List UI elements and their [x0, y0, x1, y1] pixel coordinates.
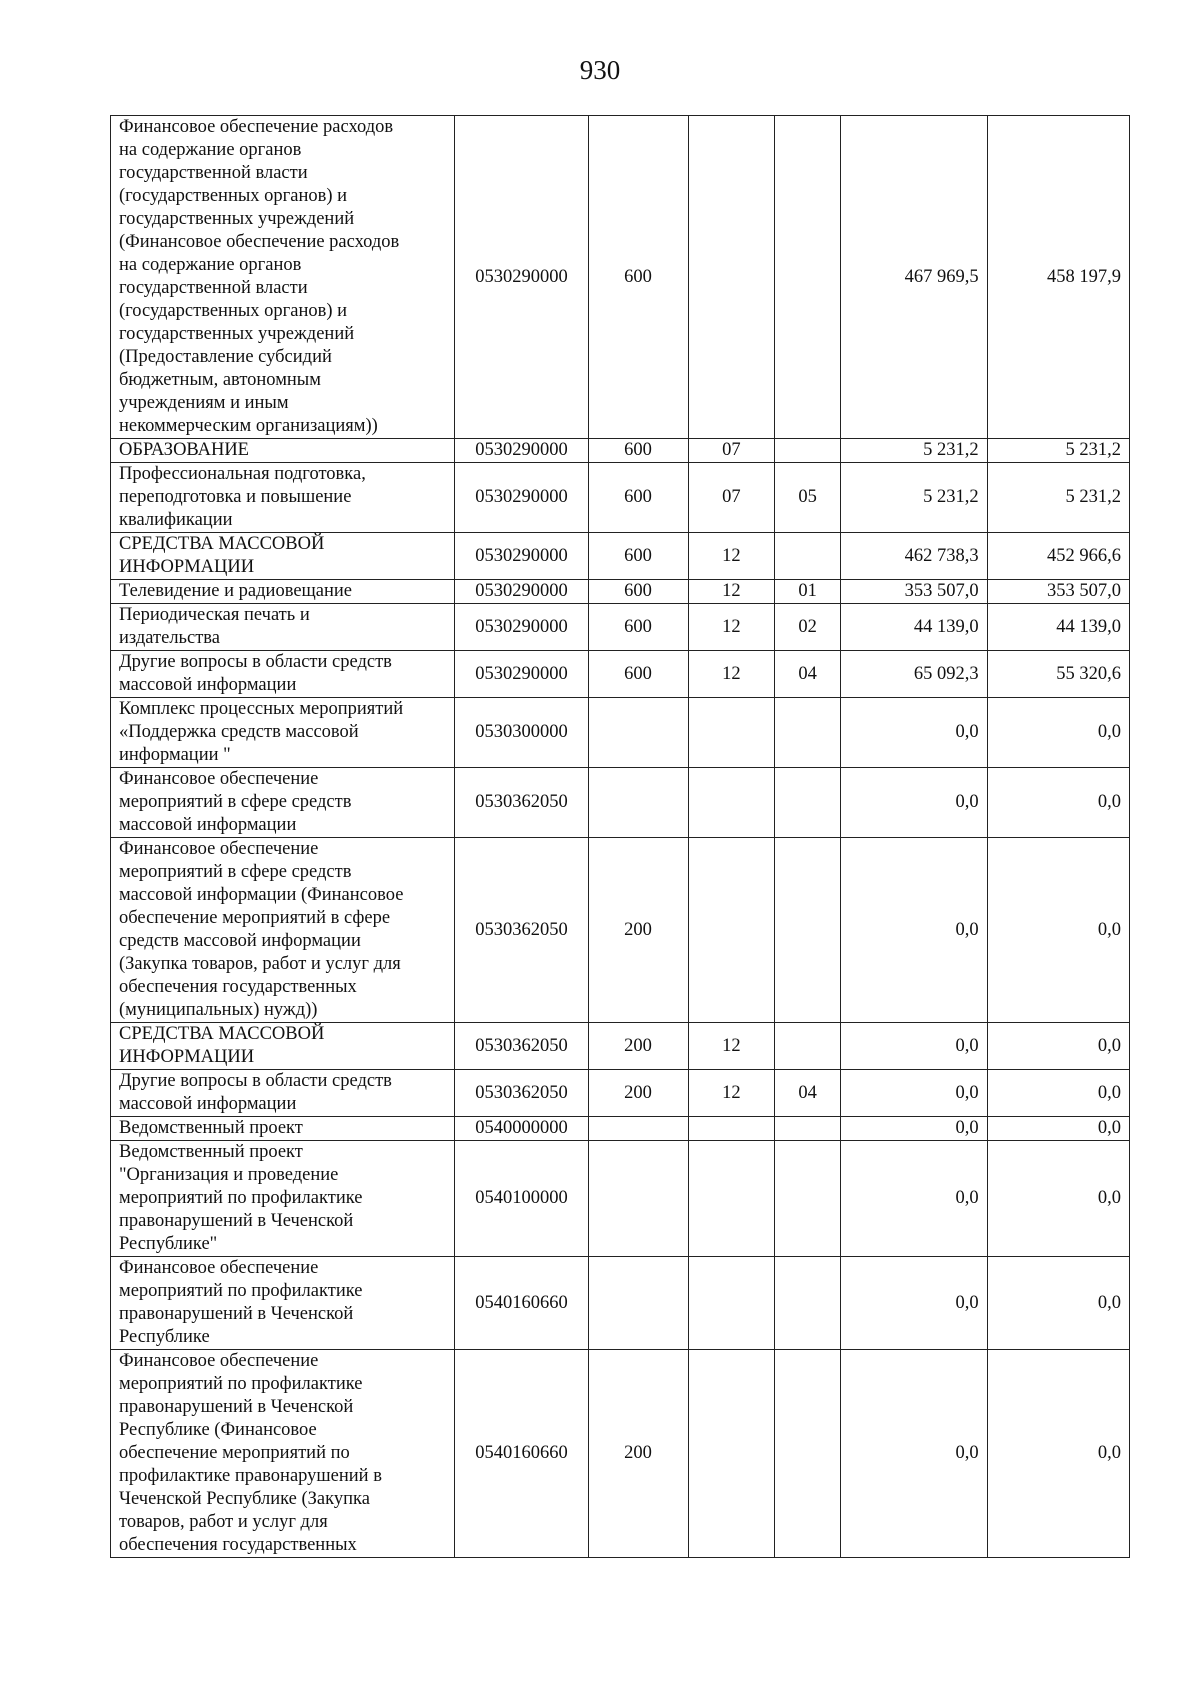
cell-amount-2: 55 320,6	[987, 651, 1129, 698]
cell-section	[688, 698, 775, 768]
cell-subsection: 04	[775, 651, 841, 698]
cell-name: Другие вопросы в области средств массовой информации	[111, 651, 455, 698]
cell-name: Финансовое обеспечение мероприятий по профилактике правонарушений в Чеченской Республике	[111, 1257, 455, 1350]
cell-target-code: 0530362050	[455, 768, 588, 838]
cell-subsection: 01	[775, 580, 841, 604]
cell-amount-1: 0,0	[841, 1070, 987, 1117]
cell-amount-2: 44 139,0	[987, 604, 1129, 651]
cell-name: СРЕДСТВА МАССОВОЙ ИНФОРМАЦИИ	[111, 1023, 455, 1070]
cell-section: 12	[688, 1023, 775, 1070]
cell-amount-1: 0,0	[841, 1141, 987, 1257]
cell-name: Телевидение и радиовещание	[111, 580, 455, 604]
cell-amount-2: 0,0	[987, 698, 1129, 768]
cell-section	[688, 1257, 775, 1350]
table-body	[111, 116, 1130, 1558]
cell-name: Финансовое обеспечение расходов на содержание органов государственной власти (государственных органов) и государственных учреждений (Финансовое обеспечение расходов на содержание органов государственной власти (государственных органов) и государственных учреждений (Предоставление субсидий бюджетным, автономным учреждениям и иным некоммерческим организациям))	[111, 116, 455, 439]
cell-expense-type	[588, 698, 688, 768]
cell-target-code: 0530362050	[455, 1070, 588, 1117]
cell-amount-1: 0,0	[841, 768, 987, 838]
table-row	[111, 1257, 1130, 1350]
table-row	[111, 1350, 1130, 1558]
cell-target-code: 0530290000	[455, 116, 588, 439]
cell-target-code: 0530290000	[455, 604, 588, 651]
cell-name: Другие вопросы в области средств массовой информации	[111, 1070, 455, 1117]
cell-amount-1: 0,0	[841, 1350, 987, 1558]
cell-amount-1: 0,0	[841, 698, 987, 768]
table-row	[111, 116, 1130, 439]
cell-expense-type: 200	[588, 1023, 688, 1070]
cell-target-code: 0540160660	[455, 1350, 588, 1558]
table-row	[111, 698, 1130, 768]
cell-amount-2: 458 197,9	[987, 116, 1129, 439]
cell-expense-type: 200	[588, 1070, 688, 1117]
cell-expense-type	[588, 768, 688, 838]
cell-target-code: 0530290000	[455, 463, 588, 533]
cell-amount-2: 353 507,0	[987, 580, 1129, 604]
table-row	[111, 1141, 1130, 1257]
cell-section	[688, 838, 775, 1023]
cell-amount-2: 0,0	[987, 1117, 1129, 1141]
cell-subsection: 05	[775, 463, 841, 533]
cell-amount-2: 0,0	[987, 1141, 1129, 1257]
cell-section: 12	[688, 533, 775, 580]
cell-expense-type: 600	[588, 439, 688, 463]
table-row	[111, 1117, 1130, 1141]
cell-amount-2: 0,0	[987, 1257, 1129, 1350]
cell-target-code: 0530362050	[455, 1023, 588, 1070]
cell-name: Финансовое обеспечение мероприятий в сфере средств массовой информации (Финансовое обеспечение мероприятий в сфере средств массовой информации (Закупка товаров, работ и услуг для обеспечения государственных (муниципальных) нужд))	[111, 838, 455, 1023]
table-row	[111, 580, 1130, 604]
cell-expense-type: 200	[588, 838, 688, 1023]
cell-section: 12	[688, 651, 775, 698]
cell-name: Комплекс процессных мероприятий «Поддержка средств массовой информации "	[111, 698, 455, 768]
cell-name: Профессиональная подготовка, переподготовка и повышение квалификации	[111, 463, 455, 533]
cell-target-code: 0540100000	[455, 1141, 588, 1257]
cell-expense-type: 600	[588, 533, 688, 580]
cell-amount-2: 0,0	[987, 1350, 1129, 1558]
cell-expense-type: 600	[588, 116, 688, 439]
cell-expense-type: 600	[588, 580, 688, 604]
cell-amount-1: 462 738,3	[841, 533, 987, 580]
cell-section: 12	[688, 604, 775, 651]
cell-amount-1: 44 139,0	[841, 604, 987, 651]
cell-section	[688, 1117, 775, 1141]
table-row	[111, 463, 1130, 533]
cell-amount-1: 5 231,2	[841, 463, 987, 533]
cell-subsection: 04	[775, 1070, 841, 1117]
cell-amount-2: 452 966,6	[987, 533, 1129, 580]
cell-target-code: 0530290000	[455, 439, 588, 463]
cell-name: СРЕДСТВА МАССОВОЙ ИНФОРМАЦИИ	[111, 533, 455, 580]
cell-amount-1: 0,0	[841, 1257, 987, 1350]
cell-amount-1: 5 231,2	[841, 439, 987, 463]
cell-expense-type: 200	[588, 1350, 688, 1558]
cell-section: 07	[688, 439, 775, 463]
cell-amount-2: 0,0	[987, 1070, 1129, 1117]
cell-target-code: 0540000000	[455, 1117, 588, 1141]
table-row	[111, 838, 1130, 1023]
cell-target-code: 0530290000	[455, 651, 588, 698]
table-row	[111, 651, 1130, 698]
cell-target-code: 0540160660	[455, 1257, 588, 1350]
cell-amount-1: 467 969,5	[841, 116, 987, 439]
cell-amount-2: 5 231,2	[987, 463, 1129, 533]
cell-subsection	[775, 768, 841, 838]
cell-subsection	[775, 439, 841, 463]
cell-subsection	[775, 1117, 841, 1141]
cell-name: Периодическая печать и издательства	[111, 604, 455, 651]
cell-target-code: 0530300000	[455, 698, 588, 768]
table-row	[111, 768, 1130, 838]
cell-expense-type	[588, 1141, 688, 1257]
cell-subsection	[775, 1257, 841, 1350]
cell-target-code: 0530290000	[455, 580, 588, 604]
cell-section: 12	[688, 1070, 775, 1117]
cell-amount-1: 65 092,3	[841, 651, 987, 698]
cell-expense-type	[588, 1257, 688, 1350]
cell-section	[688, 768, 775, 838]
cell-section	[688, 116, 775, 439]
cell-subsection	[775, 698, 841, 768]
cell-amount-2: 0,0	[987, 1023, 1129, 1070]
budget-table	[110, 115, 1130, 1558]
cell-subsection	[775, 1023, 841, 1070]
cell-amount-1: 353 507,0	[841, 580, 987, 604]
cell-subsection: 02	[775, 604, 841, 651]
cell-name: Финансовое обеспечение мероприятий по профилактике правонарушений в Чеченской Республике (Финансовое обеспечение мероприятий по профилактике правонарушений в Чеченской Республике (Закупка товаров, работ и услуг для обеспечения государственных	[111, 1350, 455, 1558]
page-number: 930	[579, 55, 621, 85]
cell-amount-1: 0,0	[841, 838, 987, 1023]
cell-target-code: 0530362050	[455, 838, 588, 1023]
table-row	[111, 604, 1130, 651]
table-row	[111, 1070, 1130, 1117]
cell-subsection	[775, 533, 841, 580]
cell-amount-1: 0,0	[841, 1023, 987, 1070]
cell-subsection	[775, 838, 841, 1023]
cell-expense-type: 600	[588, 463, 688, 533]
cell-section: 12	[688, 580, 775, 604]
cell-subsection	[775, 1141, 841, 1257]
cell-subsection	[775, 116, 841, 439]
cell-name: Ведомственный проект "Организация и проведение мероприятий по профилактике правонарушений в Чеченской Республике"	[111, 1141, 455, 1257]
cell-amount-2: 0,0	[987, 768, 1129, 838]
cell-amount-2: 0,0	[987, 838, 1129, 1023]
cell-expense-type: 600	[588, 604, 688, 651]
cell-section: 07	[688, 463, 775, 533]
cell-amount-1: 0,0	[841, 1117, 987, 1141]
cell-expense-type: 600	[588, 651, 688, 698]
cell-name: ОБРАЗОВАНИЕ	[111, 439, 455, 463]
table-row	[111, 439, 1130, 463]
cell-section	[688, 1141, 775, 1257]
table-row	[111, 1023, 1130, 1070]
cell-name: Финансовое обеспечение мероприятий в сфере средств массовой информации	[111, 768, 455, 838]
cell-target-code: 0530290000	[455, 533, 588, 580]
cell-amount-2: 5 231,2	[987, 439, 1129, 463]
cell-name: Ведомственный проект	[111, 1117, 455, 1141]
cell-section	[688, 1350, 775, 1558]
cell-subsection	[775, 1350, 841, 1558]
table-row	[111, 533, 1130, 580]
cell-expense-type	[588, 1117, 688, 1141]
